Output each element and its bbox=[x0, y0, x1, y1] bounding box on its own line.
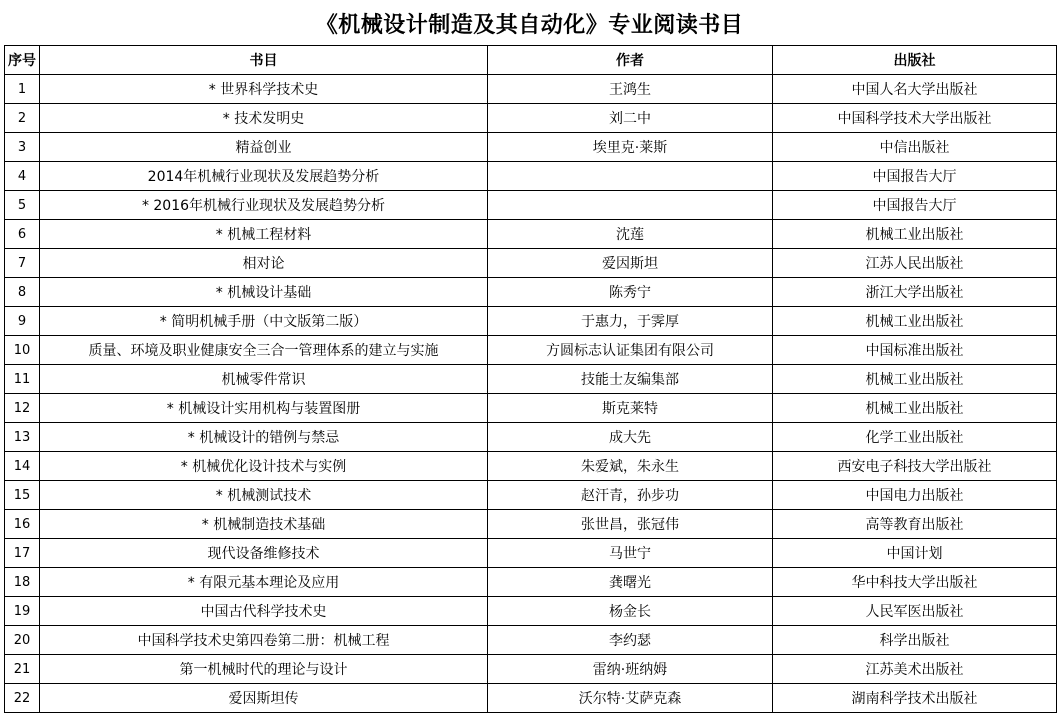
table-row bbox=[5, 394, 1057, 423]
page-title: 《机械设计制造及其自动化》专业阅读书目 bbox=[315, 13, 744, 38]
table-row bbox=[5, 133, 1057, 162]
cell-title: * 技术发明史 bbox=[40, 104, 488, 133]
cell-author: 陈秀宁 bbox=[488, 278, 773, 307]
cell-no: 17 bbox=[5, 539, 40, 568]
cell-title: * 机械工程材料 bbox=[40, 220, 488, 249]
cell-publisher: 机械工业出版社 bbox=[773, 307, 1057, 336]
cell-no: 6 bbox=[5, 220, 40, 249]
table-row bbox=[5, 510, 1057, 539]
cell-publisher: 机械工业出版社 bbox=[773, 394, 1057, 423]
cell-title: * 世界科学技术史 bbox=[40, 75, 488, 104]
cell-publisher: 科学出版社 bbox=[773, 626, 1057, 655]
cell-author: 方圆标志认证集团有限公司 bbox=[488, 336, 773, 365]
cell-author: 杨金长 bbox=[488, 597, 773, 626]
cell-title: * 机械设计基础 bbox=[40, 278, 488, 307]
cell-author: 雷纳·班纳姆 bbox=[488, 655, 773, 684]
cell-no: 9 bbox=[5, 307, 40, 336]
header-no: 序号 bbox=[5, 46, 40, 75]
cell-no: 19 bbox=[5, 597, 40, 626]
table-row bbox=[5, 104, 1057, 133]
cell-author: 马世宁 bbox=[488, 539, 773, 568]
cell-no: 11 bbox=[5, 365, 40, 394]
cell-title: 相对论 bbox=[40, 249, 488, 278]
cell-no: 8 bbox=[5, 278, 40, 307]
table-row bbox=[5, 75, 1057, 104]
cell-author: 龚曙光 bbox=[488, 568, 773, 597]
header-publisher: 出版社 bbox=[773, 46, 1057, 75]
cell-author: 爱因斯坦 bbox=[488, 249, 773, 278]
cell-title: 爱因斯坦传 bbox=[40, 684, 488, 713]
cell-no: 18 bbox=[5, 568, 40, 597]
cell-no: 13 bbox=[5, 423, 40, 452]
cell-publisher: 湖南科学技术出版社 bbox=[773, 684, 1057, 713]
table-row bbox=[5, 336, 1057, 365]
cell-title: * 机械制造技术基础 bbox=[40, 510, 488, 539]
cell-author: 朱爱斌，朱永生 bbox=[488, 452, 773, 481]
cell-title: * 简明机械手册（中文版第二版） bbox=[40, 307, 488, 336]
cell-no: 20 bbox=[5, 626, 40, 655]
cell-author: 赵汗青，孙步功 bbox=[488, 481, 773, 510]
cell-author: 成大先 bbox=[488, 423, 773, 452]
cell-title: 质量、环境及职业健康安全三合一管理体系的建立与实施 bbox=[40, 336, 488, 365]
table-row bbox=[5, 307, 1057, 336]
cell-author: 沃尔特·艾萨克森 bbox=[488, 684, 773, 713]
table-row bbox=[5, 365, 1057, 394]
cell-no: 22 bbox=[5, 684, 40, 713]
cell-title: 中国科学技术史第四卷第二册：机械工程 bbox=[40, 626, 488, 655]
table-row bbox=[5, 655, 1057, 684]
cell-title: * 机械设计的错例与禁忌 bbox=[40, 423, 488, 452]
cell-title: * 机械优化设计技术与实例 bbox=[40, 452, 488, 481]
cell-title: 中国古代科学技术史 bbox=[40, 597, 488, 626]
cell-author: 王鸿生 bbox=[488, 75, 773, 104]
cell-author: 于惠力，于霁厚 bbox=[488, 307, 773, 336]
cell-title: * 机械测试技术 bbox=[40, 481, 488, 510]
reading-list-table bbox=[4, 45, 1057, 713]
cell-author bbox=[488, 191, 773, 220]
cell-publisher: 机械工业出版社 bbox=[773, 365, 1057, 394]
cell-no: 1 bbox=[5, 75, 40, 104]
cell-no: 10 bbox=[5, 336, 40, 365]
table-row bbox=[5, 684, 1057, 713]
cell-author: 张世昌，张冠伟 bbox=[488, 510, 773, 539]
cell-no: 2 bbox=[5, 104, 40, 133]
cell-no: 7 bbox=[5, 249, 40, 278]
cell-title: 精益创业 bbox=[40, 133, 488, 162]
cell-no: 5 bbox=[5, 191, 40, 220]
cell-no: 3 bbox=[5, 133, 40, 162]
table-row bbox=[5, 539, 1057, 568]
cell-publisher: 化学工业出版社 bbox=[773, 423, 1057, 452]
cell-title: * 机械设计实用机构与装置图册 bbox=[40, 394, 488, 423]
cell-author: 沈莲 bbox=[488, 220, 773, 249]
cell-title: 第一机械时代的理论与设计 bbox=[40, 655, 488, 684]
header-title: 书目 bbox=[40, 46, 488, 75]
cell-publisher: 中国科学技术大学出版社 bbox=[773, 104, 1057, 133]
cell-no: 16 bbox=[5, 510, 40, 539]
cell-no: 14 bbox=[5, 452, 40, 481]
cell-publisher: 浙江大学出版社 bbox=[773, 278, 1057, 307]
table-row bbox=[5, 191, 1057, 220]
table-row bbox=[5, 568, 1057, 597]
table-header-row bbox=[5, 46, 1057, 75]
cell-publisher: 江苏美术出版社 bbox=[773, 655, 1057, 684]
table-row bbox=[5, 481, 1057, 510]
cell-no: 15 bbox=[5, 481, 40, 510]
cell-author: 埃里克·莱斯 bbox=[488, 133, 773, 162]
table-row bbox=[5, 249, 1057, 278]
table-row bbox=[5, 597, 1057, 626]
cell-publisher: 中国计划 bbox=[773, 539, 1057, 568]
header-author: 作者 bbox=[488, 46, 773, 75]
cell-author: 斯克莱特 bbox=[488, 394, 773, 423]
cell-title: 2014年机械行业现状及发展趋势分析 bbox=[40, 162, 488, 191]
cell-author: 李约瑟 bbox=[488, 626, 773, 655]
cell-publisher: 中国人名大学出版社 bbox=[773, 75, 1057, 104]
cell-publisher: 中国报告大厅 bbox=[773, 162, 1057, 191]
cell-title: * 有限元基本理论及应用 bbox=[40, 568, 488, 597]
cell-publisher: 西安电子科技大学出版社 bbox=[773, 452, 1057, 481]
cell-no: 4 bbox=[5, 162, 40, 191]
table-row bbox=[5, 423, 1057, 452]
cell-publisher: 高等教育出版社 bbox=[773, 510, 1057, 539]
table-row bbox=[5, 626, 1057, 655]
cell-author: 技能士友编集部 bbox=[488, 365, 773, 394]
cell-publisher: 中国标准出版社 bbox=[773, 336, 1057, 365]
cell-publisher: 中国报告大厅 bbox=[773, 191, 1057, 220]
table-row bbox=[5, 162, 1057, 191]
table-row bbox=[5, 452, 1057, 481]
table-row bbox=[5, 220, 1057, 249]
cell-publisher: 中国电力出版社 bbox=[773, 481, 1057, 510]
cell-title: 机械零件常识 bbox=[40, 365, 488, 394]
cell-author bbox=[488, 162, 773, 191]
cell-title: 现代设备维修技术 bbox=[40, 539, 488, 568]
cell-author: 刘二中 bbox=[488, 104, 773, 133]
cell-publisher: 机械工业出版社 bbox=[773, 220, 1057, 249]
cell-publisher: 江苏人民出版社 bbox=[773, 249, 1057, 278]
table-row bbox=[5, 278, 1057, 307]
cell-publisher: 中信出版社 bbox=[773, 133, 1057, 162]
cell-publisher: 华中科技大学出版社 bbox=[773, 568, 1057, 597]
cell-title: * 2016年机械行业现状及发展趋势分析 bbox=[40, 191, 488, 220]
cell-no: 21 bbox=[5, 655, 40, 684]
cell-publisher: 人民军医出版社 bbox=[773, 597, 1057, 626]
cell-no: 12 bbox=[5, 394, 40, 423]
